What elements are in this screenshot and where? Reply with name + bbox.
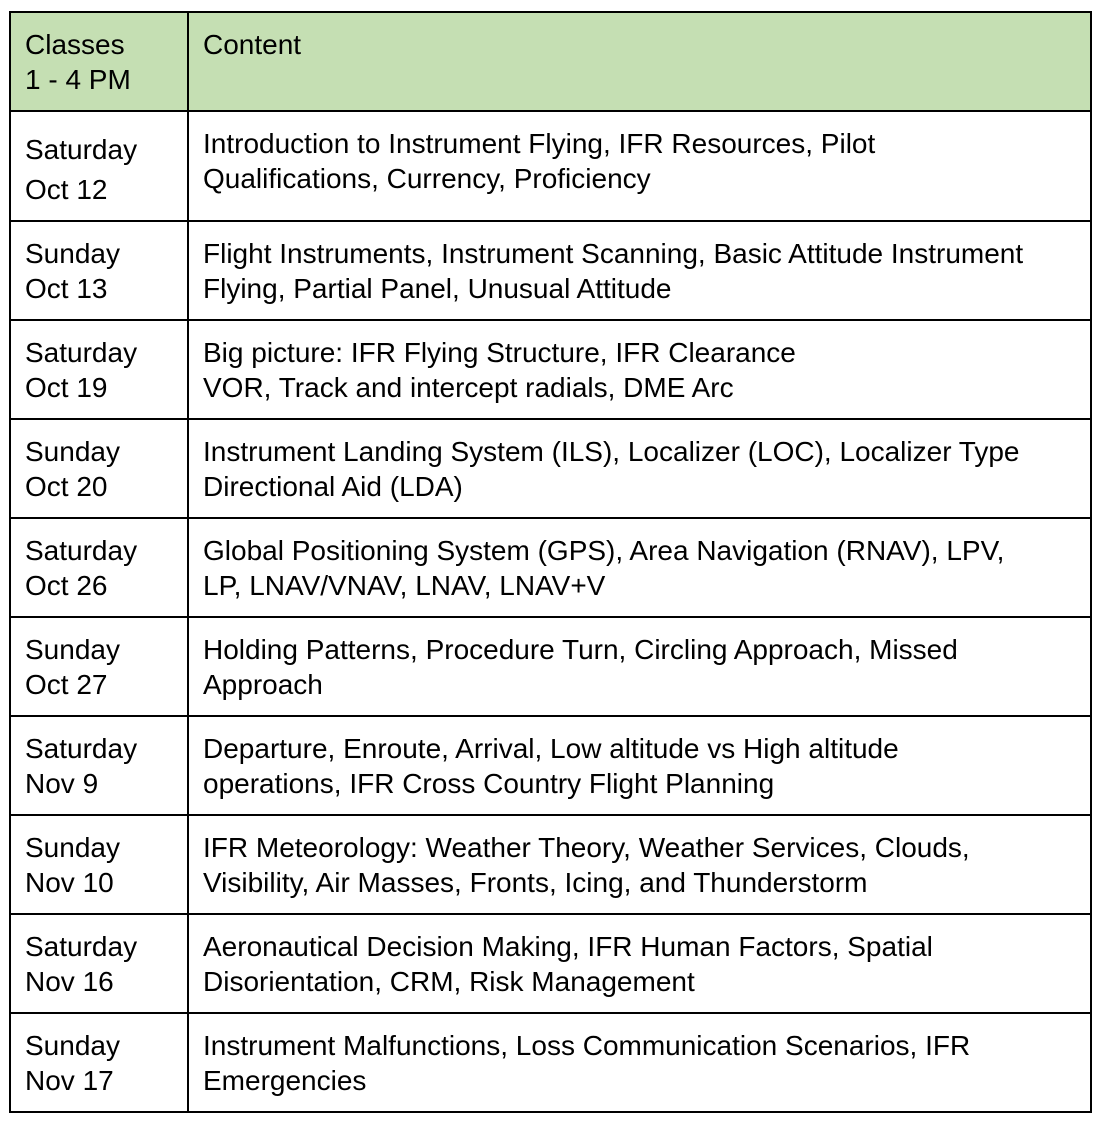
class-day: Saturday (25, 733, 138, 764)
class-date-cell (10, 419, 188, 518)
content-cell (188, 716, 1091, 815)
class-date-cell (10, 914, 188, 1013)
class-day: Sunday (25, 436, 120, 467)
classes-header-time: 1 - 4 PM (25, 64, 131, 95)
content-line: Global Positioning System (GPS), Area Navigation (RNAV), LPV, (203, 535, 1005, 566)
class-date: Oct 20 (25, 471, 108, 502)
class-date-cell (10, 111, 188, 221)
class-day: Saturday (25, 134, 138, 165)
classes-header-label: Classes (25, 29, 125, 60)
table-row (10, 815, 1091, 914)
class-day: Sunday (25, 832, 120, 863)
content-cell (188, 111, 1091, 221)
class-day: Saturday (25, 535, 138, 566)
class-date: Nov 17 (25, 1065, 114, 1096)
content-cell (188, 419, 1091, 518)
table-row (10, 716, 1091, 815)
content-line: Directional Aid (LDA) (203, 471, 463, 502)
class-date: Oct 13 (25, 273, 108, 304)
class-date-cell (10, 518, 188, 617)
content-header-cell (188, 12, 1091, 111)
table-row (10, 111, 1091, 221)
class-date-cell (10, 617, 188, 716)
class-date: Oct 27 (25, 669, 108, 700)
class-date: Oct 12 (25, 174, 108, 205)
header-row (10, 12, 1091, 111)
table-row (10, 1013, 1091, 1112)
schedule-table (9, 11, 1092, 1113)
table-row (10, 617, 1091, 716)
class-date-cell (10, 320, 188, 419)
classes-header-cell (10, 12, 188, 111)
content-cell (188, 914, 1091, 1013)
content-line: VOR, Track and intercept radials, DME Arc (203, 372, 734, 403)
class-date: Nov 9 (25, 768, 99, 799)
schedule-body (10, 111, 1091, 1112)
class-date: Oct 26 (25, 570, 108, 601)
class-day: Sunday (25, 634, 120, 665)
content-line: LP, LNAV/VNAV, LNAV, LNAV+V (203, 570, 606, 601)
class-day: Sunday (25, 1030, 120, 1061)
content-line: operations, IFR Cross Country Flight Planning (203, 768, 775, 799)
content-line: Instrument Landing System (ILS), Localizer (LOC), Localizer Type (203, 436, 1020, 467)
content-cell (188, 221, 1091, 320)
content-cell (188, 320, 1091, 419)
content-line: Instrument Malfunctions, Loss Communication Scenarios, IFR (203, 1030, 971, 1061)
content-line: Emergencies (203, 1065, 367, 1096)
content-cell (188, 815, 1091, 914)
content-cell (188, 617, 1091, 716)
class-day: Saturday (25, 931, 138, 962)
table-row (10, 221, 1091, 320)
class-date: Nov 10 (25, 867, 114, 898)
content-line: Introduction to Instrument Flying, IFR Resources, Pilot (203, 128, 876, 159)
class-date-cell (10, 716, 188, 815)
class-date-cell (10, 221, 188, 320)
content-line: Flying, Partial Panel, Unusual Attitude (203, 273, 672, 304)
content-line: Big picture: IFR Flying Structure, IFR Clearance (203, 337, 796, 368)
content-line: Holding Patterns, Procedure Turn, Circling Approach, Missed (203, 634, 958, 665)
content-cell (188, 1013, 1091, 1112)
class-date-cell (10, 815, 188, 914)
class-day: Saturday (25, 337, 138, 368)
class-date: Nov 16 (25, 966, 114, 997)
content-line: Visibility, Air Masses, Fronts, Icing, and Thunderstorm (203, 867, 868, 898)
content-line: Qualifications, Currency, Proficiency (203, 163, 651, 194)
content-line: Departure, Enroute, Arrival, Low altitude vs High altitude (203, 733, 899, 764)
class-day: Sunday (25, 238, 120, 269)
class-date: Oct 19 (25, 372, 108, 403)
content-line: Aeronautical Decision Making, IFR Human Factors, Spatial (203, 931, 933, 962)
content-line: Disorientation, CRM, Risk Management (203, 966, 695, 997)
content-line: Approach (203, 669, 323, 700)
table-row (10, 518, 1091, 617)
content-line: IFR Meteorology: Weather Theory, Weather Services, Clouds, (203, 832, 970, 863)
content-line: Flight Instruments, Instrument Scanning, Basic Attitude Instrument (203, 238, 1024, 269)
content-header-label: Content (203, 29, 302, 60)
class-date-cell (10, 1013, 188, 1112)
table-row (10, 419, 1091, 518)
table-row (10, 320, 1091, 419)
table-row (10, 914, 1091, 1013)
content-cell (188, 518, 1091, 617)
